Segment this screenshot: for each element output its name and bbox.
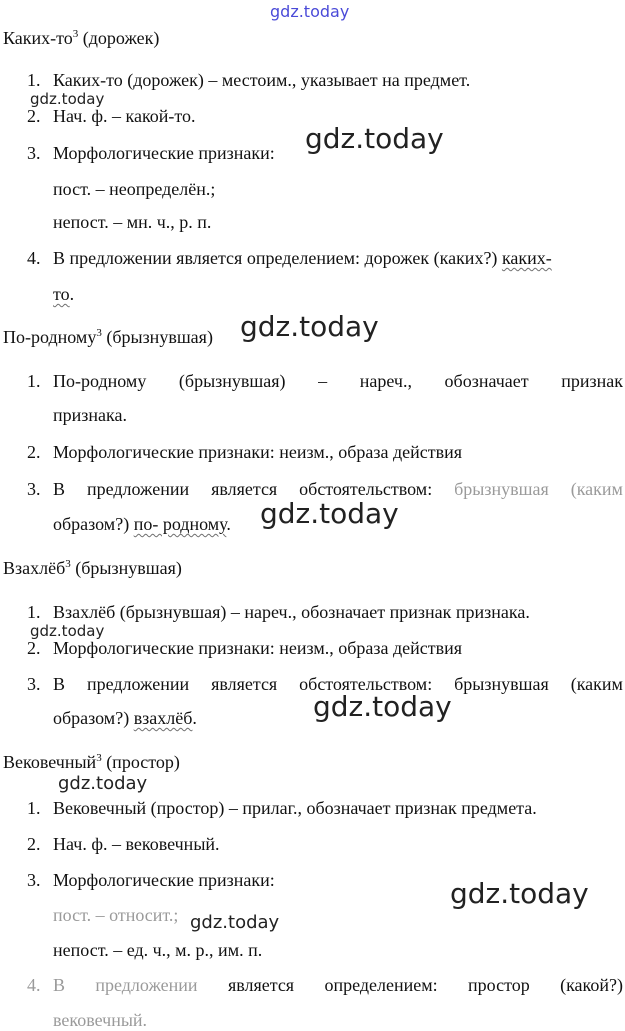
- word: (каким: [570, 674, 623, 694]
- item-number: 2.: [27, 834, 41, 854]
- item-subline: непост. – ед. ч., м. р., им. п.: [53, 940, 263, 960]
- watermark-small: gdz.today: [30, 90, 105, 108]
- watermark-large: gdz.today: [313, 690, 452, 723]
- watermark-large: gdz.today: [450, 877, 589, 910]
- item-number: 4.: [27, 248, 41, 268]
- heading-word: По-родному: [3, 327, 97, 347]
- heading-context: (брызнувшая): [106, 327, 213, 347]
- item-number: 3.: [27, 870, 41, 890]
- word: определением:: [324, 975, 438, 995]
- word: –: [318, 371, 328, 391]
- word: признак: [561, 371, 623, 391]
- item-number: 2.: [27, 442, 41, 462]
- footnote-mark: 3: [65, 558, 71, 570]
- section-heading: [3, 558, 182, 579]
- item-text: [53, 371, 623, 392]
- item-number: 1.: [27, 371, 41, 391]
- underlined-word: по- родному: [133, 514, 227, 534]
- item-text: образом?): [53, 514, 130, 534]
- word: В: [53, 975, 66, 995]
- section-heading: [3, 752, 180, 773]
- item-text: Каких-то (дорожек) – местоим., указывает на предмет.: [53, 70, 471, 90]
- underlined-word: каких-: [501, 248, 552, 268]
- item-text: [53, 479, 623, 500]
- word: (какой?): [560, 975, 623, 995]
- item-number: 4.: [27, 975, 41, 995]
- section-heading: [3, 28, 159, 49]
- item-text: Нач. ф. – какой-то.: [53, 106, 196, 126]
- item-number: 2.: [27, 638, 41, 658]
- heading-word: Взахлёб: [3, 558, 66, 578]
- word: (брызнувшая): [178, 371, 286, 391]
- watermark-large: gdz.today: [240, 310, 379, 343]
- word: В: [53, 479, 66, 499]
- underlined-word: взахлёб: [133, 708, 193, 728]
- item-number: 1.: [27, 70, 41, 90]
- item-continuation: вековечный.: [53, 1010, 148, 1030]
- word: брызнувшая: [454, 674, 549, 694]
- word: простор: [468, 975, 530, 995]
- word: По-родному: [53, 371, 147, 391]
- footnote-mark: 3: [96, 327, 102, 339]
- item-text: Нач. ф. – вековечный.: [53, 834, 220, 854]
- item-continuation: признака.: [53, 405, 127, 425]
- item-text: Вековечный (простор) – прилаг., обозначает признак предмета.: [53, 798, 537, 818]
- item-text: Взахлёб (брызнувшая) – нареч., обозначает признак признака.: [53, 602, 530, 622]
- item-text: [53, 975, 623, 996]
- item-number: 2.: [27, 106, 41, 126]
- word: обстоятельством:: [299, 479, 433, 499]
- word: обстоятельством:: [299, 674, 433, 694]
- item-number: 1.: [27, 602, 41, 622]
- heading-context: (простор): [106, 752, 180, 772]
- word: является: [211, 674, 278, 694]
- item-continuation: [53, 708, 197, 729]
- word: предложении: [86, 674, 190, 694]
- footnote-mark: 3: [96, 752, 102, 764]
- word: предложении: [86, 479, 190, 499]
- word: В: [53, 674, 66, 694]
- heading-word: Вековечный: [3, 752, 97, 772]
- footnote-mark: 3: [72, 28, 79, 40]
- watermark-large: gdz.today: [260, 497, 399, 530]
- item-number: 3.: [27, 143, 41, 163]
- heading-context: (дорожек): [82, 28, 160, 48]
- word: брызнувшая: [454, 479, 549, 499]
- item-subline: пост. – относит.;: [53, 905, 179, 925]
- item-text: Морфологические признаки:: [53, 870, 275, 890]
- item-continuation: [53, 514, 231, 535]
- word: предложении: [95, 975, 198, 995]
- item-continuation: [53, 284, 74, 305]
- word: обозначает: [444, 371, 529, 391]
- item-text: Морфологические признаки: неизм., образа действия: [53, 442, 462, 462]
- section-heading: [3, 327, 213, 348]
- word: (каким: [570, 479, 623, 499]
- watermark-medium: gdz.today: [190, 912, 280, 933]
- underlined-word: то: [53, 284, 70, 304]
- item-subline: пост. – неопределён.;: [53, 179, 216, 199]
- heading-word: Каких-то: [3, 28, 73, 48]
- heading-context: (брызнувшая): [75, 558, 182, 578]
- item-text: Морфологические признаки: неизм., образа действия: [53, 638, 462, 658]
- word: является: [227, 975, 295, 995]
- item-number: 1.: [27, 798, 41, 818]
- item-text: образом?): [53, 708, 130, 728]
- item-number: 3.: [27, 479, 41, 499]
- watermark-large: gdz.today: [305, 122, 444, 155]
- punctuation: .: [192, 708, 197, 728]
- item-text: В предложении является определением: дорожек (каких?): [53, 248, 498, 268]
- item-subline: непост. – мн. ч., р. п.: [53, 212, 212, 232]
- watermark-top: gdz.today: [270, 2, 350, 21]
- word: нареч.,: [359, 371, 412, 391]
- punctuation: .: [69, 284, 75, 304]
- word: является: [211, 479, 278, 499]
- item-number: 3.: [27, 674, 41, 694]
- punctuation: .: [226, 514, 231, 534]
- watermark-medium: gdz.today: [58, 773, 148, 794]
- item-text: Морфологические признаки:: [53, 143, 275, 163]
- watermark-small: gdz.today: [30, 622, 105, 640]
- item-text: [53, 674, 623, 695]
